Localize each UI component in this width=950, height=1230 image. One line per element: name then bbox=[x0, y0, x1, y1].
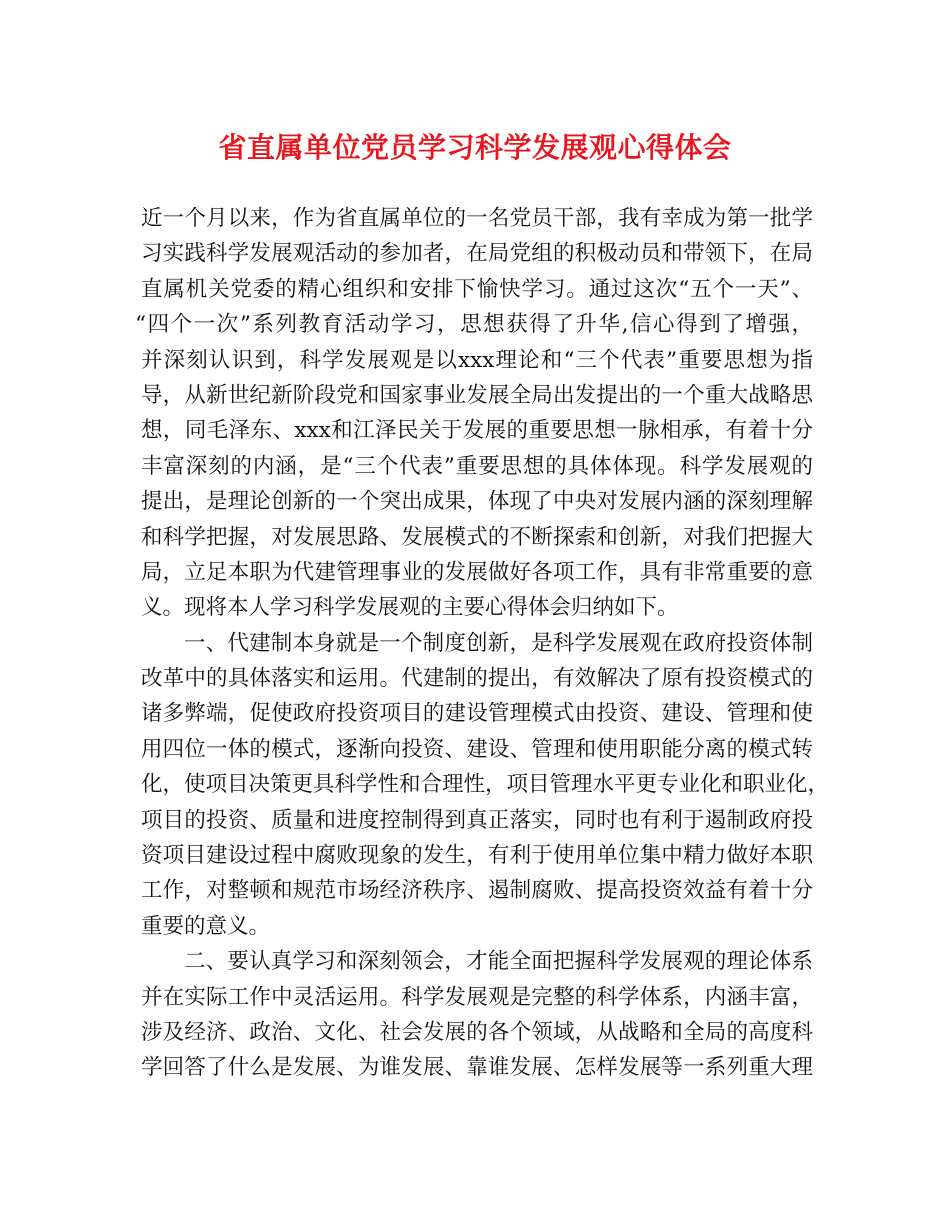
body-line: 用四位一体的模式，逐渐向投资、建设、管理和使用职能分离的模式转 bbox=[141, 736, 813, 762]
body-line: 想，同毛泽东、xxx和江泽民关于发展的重要思想一脉相承，有着十分 bbox=[141, 418, 813, 444]
body-line: 一、代建制本身就是一个制度创新，是科学发展观在政府投资体制 bbox=[184, 630, 813, 656]
body-line: 工作，对整顿和规范市场经济秩序、遏制腐败、提高投资效益有着十分 bbox=[141, 878, 813, 904]
body-line: 习实践科学发展观活动的参加者，在局党组的积极动员和带领下，在局 bbox=[141, 241, 813, 267]
document-title: 省直属单位党员学习科学发展观心得体会 bbox=[218, 131, 732, 164]
body-line: 改革中的具体落实和运用。代建制的提出，有效解决了原有投资模式的 bbox=[141, 666, 813, 692]
body-line: 局，立足本职为代建管理事业的发展做好各项工作，具有非常重要的意 bbox=[141, 559, 813, 585]
body-line: 化，使项目决策更具科学性和合理性，项目管理水平更专业化和职业化， bbox=[141, 772, 830, 798]
body-line: 和科学把握，对发展思路、发展模式的不断探索和创新，对我们把握大 bbox=[141, 524, 813, 550]
body-line: 并在实际工作中灵活运用。科学发展观是完整的科学体系，内涵丰富， bbox=[141, 984, 813, 1010]
body-line: 项目的投资、质量和进度控制得到真正落实，同时也有利于遏制政府投 bbox=[141, 807, 813, 833]
document-body bbox=[135, 201, 830, 1086]
body-line: 导，从新世纪新阶段党和国家事业发展全局出发提出的一个重大战略思 bbox=[141, 382, 813, 408]
body-line: 二、要认真学习和深刻领会，才能全面把握科学发展观的理论体系 bbox=[184, 949, 813, 975]
body-line: 诸多弊端，促使政府投资项目的建设管理模式由投资、建设、管理和使 bbox=[141, 701, 813, 727]
body-line: 丰富深刻的内涵，是“三个代表”重要思想的具体体现。科学发展观的 bbox=[141, 453, 813, 479]
body-line: 重要的意义。 bbox=[141, 913, 271, 939]
body-line: 并深刻认识到，科学发展观是以xxx理论和“三个代表”重要思想为指 bbox=[141, 347, 813, 373]
body-line: 涉及经济、政治、文化、社会发展的各个领域，从战略和全局的高度科 bbox=[141, 1019, 813, 1045]
body-line: 直属机关党委的精心组织和安排下愉快学习。通过这次“五个一天”、 bbox=[141, 276, 813, 302]
body-line: 近一个月以来，作为省直属单位的一名党员干部，我有幸成为第一批学 bbox=[141, 206, 813, 231]
body-line: 资项目建设过程中腐败现象的发生，有利于使用单位集中精力做好本职 bbox=[141, 843, 813, 869]
body-line: 义。现将本人学习科学发展观的主要心得体会归纳如下。 bbox=[141, 595, 679, 621]
body-line: 提出，是理论创新的一个突出成果，体现了中央对发展内涵的深刻理解 bbox=[141, 489, 813, 515]
body-line: 学回答了什么是发展、为谁发展、靠谁发展、怎样发展等一系列重大理 bbox=[141, 1055, 813, 1081]
body-line: “四个一次”系列教育活动学习，思想获得了升华,信心得到了增强， bbox=[135, 312, 813, 338]
